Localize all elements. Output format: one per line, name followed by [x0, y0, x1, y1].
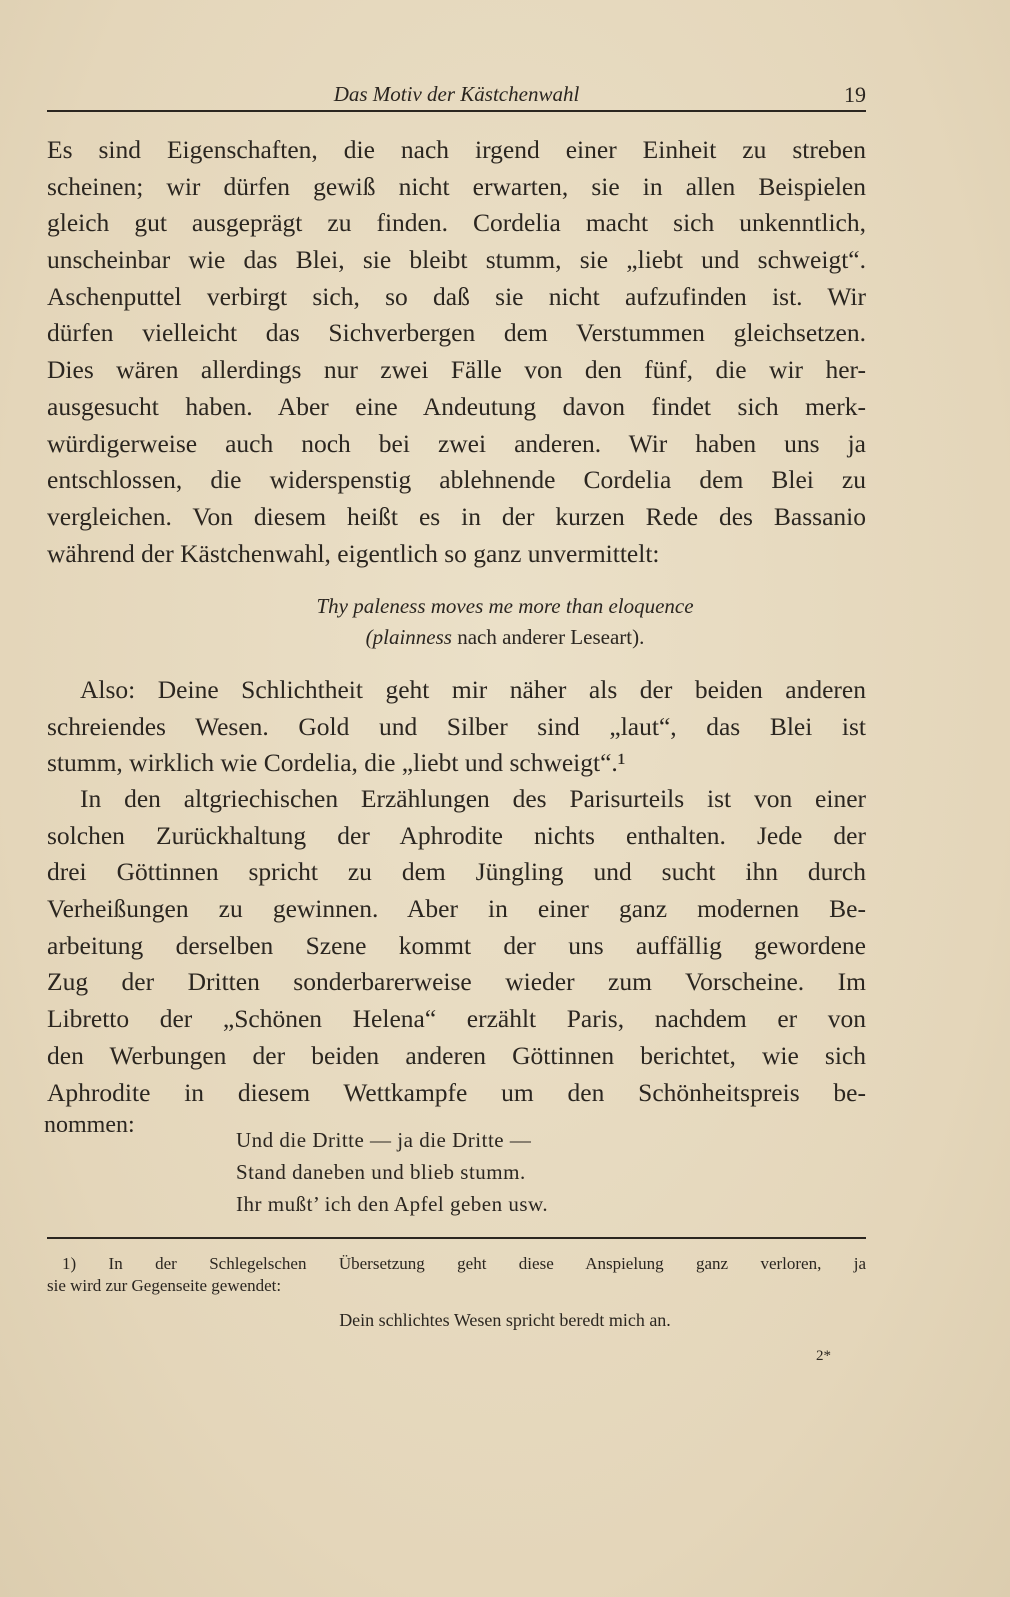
text-line: Aschenputtel verbirgt sich, so daß sie nicht aufzufinden ist. Wir: [47, 281, 866, 311]
text-line: scheinen; wir dürfen gewiß nicht erwarten, sie in allen Beispielen: [47, 171, 866, 201]
quote-rest: nach anderer Leseart).: [451, 625, 645, 649]
quote-italic: (plainness: [365, 625, 452, 649]
verse-line: Stand daneben und blieb stumm.: [236, 1160, 526, 1184]
paragraph-2: [47, 672, 866, 782]
text-line: ausgesucht haben. Aber eine Andeutung davon findet sich merk-: [47, 391, 866, 421]
text-line: gleich gut ausgeprägt zu finden. Cordelia macht sich unkenntlich,: [47, 208, 866, 238]
quote-line: Thy paleness moves me more than eloquence: [316, 594, 694, 618]
text-line: solchen Zurückhaltung der Aphrodite nichts enthalten. Jede der: [47, 820, 866, 850]
footnote-line: 1) In der Schlegelschen Übersetzung geht diese Anspielung ganz verloren, ja: [62, 1254, 866, 1273]
text-line: schreiendes Wesen. Gold und Silber sind „laut“, das Blei ist: [47, 711, 866, 741]
text-line: In den altgriechischen Erzählungen des Parisurteils ist von einer: [80, 784, 866, 813]
text-line: Also: Deine Schlichtheit geht mir näher als der beiden anderen: [80, 675, 866, 704]
block-quote: [0, 591, 1010, 653]
footnote: [47, 1253, 866, 1297]
quote-line: [0, 622, 1010, 653]
verse-line: Und die Dritte — ja die Dritte —: [236, 1128, 532, 1152]
text-line: stumm, wirklich wie Cordelia, die „liebt und schweigt“.¹: [47, 748, 626, 778]
paragraph-3: [47, 781, 866, 1111]
footnote-divider: [47, 1237, 866, 1239]
text-line: Es sind Eigenschaften, die nach irgend einer Einheit zu streben: [47, 135, 866, 164]
text-line: Aphrodite in diesem Wettkampfe um den Schönheitspreis be-: [47, 1077, 866, 1107]
text-line: drei Göttinnen spricht zu dem Jüngling und sucht ihn durch: [47, 857, 866, 887]
text-line: unscheinbar wie das Blei, sie bleibt stumm, sie „liebt und schweigt“.: [47, 245, 866, 275]
verse-line: Ihr mußt’ ich den Apfel geben usw.: [236, 1192, 549, 1216]
text-line: dürfen vielleicht das Sichverbergen dem Verstummen gleichsetzen.: [47, 318, 866, 348]
text-line: Zug der Dritten sonderbarerweise wieder zum Vorscheine. Im: [47, 967, 866, 997]
text-line: würdigerweise auch noch bei zwei anderen. Wir haben uns ja: [47, 428, 866, 458]
paragraph-tail: nommen:: [44, 1112, 135, 1138]
signature-mark: 2*: [816, 1348, 831, 1364]
paragraph-1: [47, 132, 866, 572]
text-line: Dies wären allerdings nur zwei Fälle von den fünf, die wir her-: [47, 355, 866, 385]
text-line: den Werbungen der beiden anderen Göttinnen berichtet, wie sich: [47, 1040, 866, 1070]
text-line: während der Kästchenwahl, eigentlich so ganz unvermittelt:: [47, 538, 660, 568]
verse-quote: [236, 1124, 548, 1220]
text-line: arbeitung derselben Szene kommt der uns auffällig gewordene: [47, 930, 866, 960]
text-line: Libretto der „Schönen Helena“ erzählt Paris, nachdem er von: [47, 1004, 866, 1034]
footnote-line: sie wird zur Gegenseite gewendet:: [47, 1276, 282, 1295]
running-header: [47, 82, 866, 112]
footnote-quote: Dein schlichtes Wesen spricht beredt mich an.: [339, 1310, 671, 1330]
text-line: vergleichen. Von diesem heißt es in der kurzen Rede des Bassanio: [47, 501, 866, 531]
text-line: entschlossen, die widerspenstig ablehnende Cordelia dem Blei zu: [47, 465, 866, 495]
running-title: Das Motiv der Kästchenwahl: [333, 82, 580, 106]
text-line: Verheißungen zu gewinnen. Aber in einer ganz modernen Be-: [47, 894, 866, 924]
page-number: 19: [844, 82, 866, 107]
